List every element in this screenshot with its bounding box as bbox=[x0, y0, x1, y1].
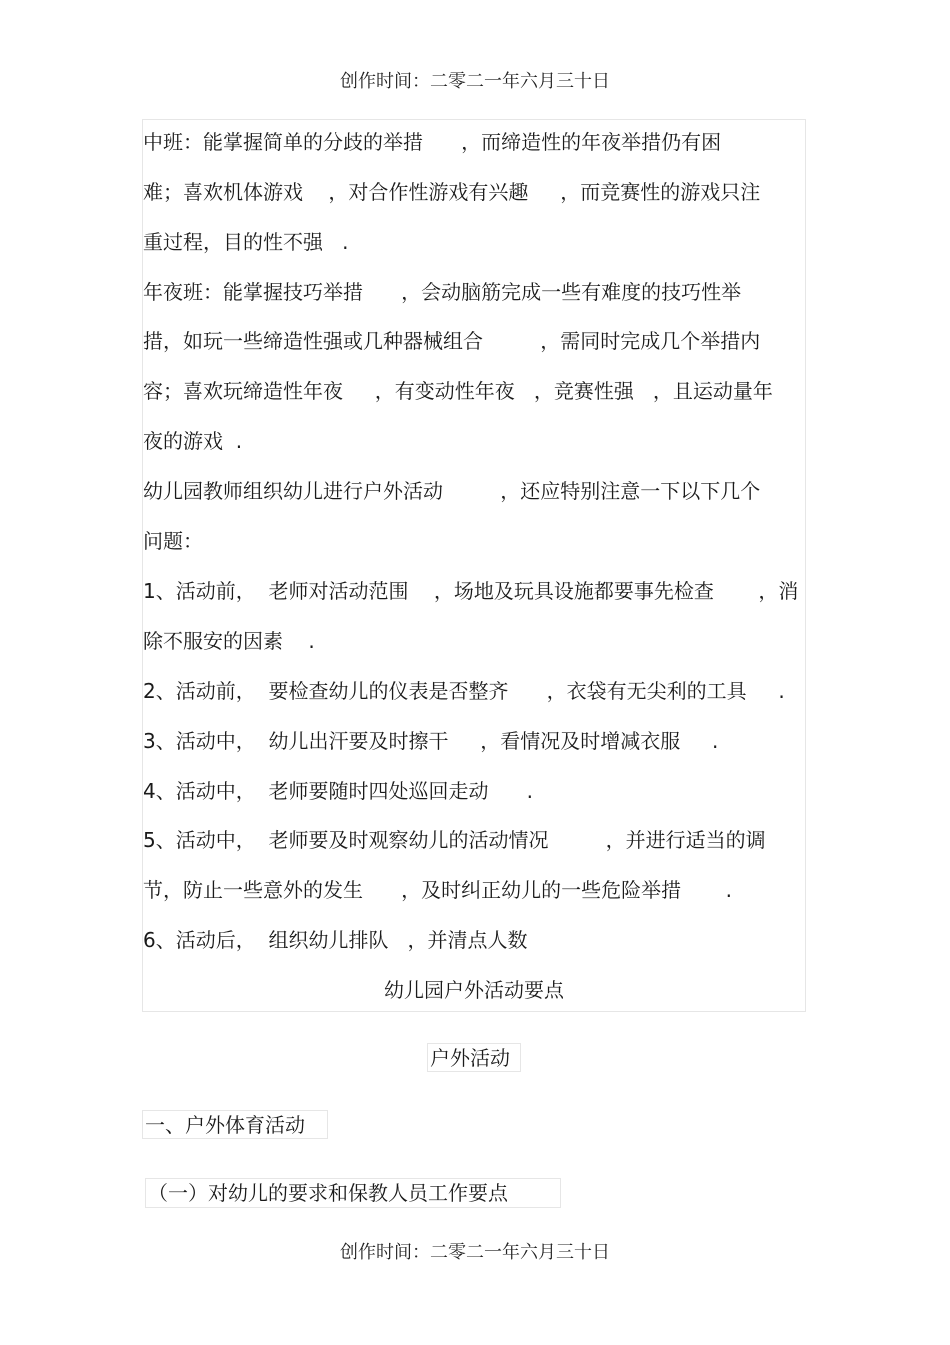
body-line: 问题： bbox=[143, 529, 203, 553]
heading-outdoor-sports: 一、户外体育活动 bbox=[142, 1110, 328, 1139]
body-line: 年夜班：能掌握技巧举措 ，会动脑筋完成一些有难度的技巧性举 bbox=[143, 280, 742, 304]
body-line: 难；喜欢机体游戏 ，对合作性游戏有兴趣 ，而竞赛性的游戏只注 bbox=[143, 180, 761, 204]
list-item-1-cont: 除不服安的因素 . bbox=[143, 629, 315, 653]
section-title: 幼儿园户外活动要点 bbox=[384, 978, 564, 1002]
list-item-5: 5、活动中， 老师要及时观察幼儿的活动情况 ，并进行适当的调 bbox=[143, 828, 766, 852]
body-line: 容；喜欢玩缔造性年夜 ，有变动性年夜 ，竞赛性强 ，且运动量年 bbox=[143, 379, 773, 403]
list-item-2: 2、活动前， 要检查幼儿的仪表是否整齐 ，衣袋有无尖利的工具 . bbox=[143, 679, 785, 703]
body-line: 重过程，目的性不强 . bbox=[143, 230, 349, 254]
list-item-5-cont: 节，防止一些意外的发生 ，及时纠正幼儿的一些危险举措 . bbox=[143, 878, 733, 902]
heading-requirements: （一）对幼儿的要求和保教人员工作要点 bbox=[145, 1178, 561, 1208]
list-item-4: 4、活动中， 老师要随时四处巡回走动 . bbox=[143, 779, 533, 803]
page-footer-date: 创作时间：二零二一年六月三十日 bbox=[340, 1242, 610, 1263]
list-item-1: 1、活动前， 老师对活动范围 ，场地及玩具设施都要事先检查 ，消 bbox=[143, 579, 799, 603]
body-line: 幼儿园教师组织幼儿进行户外活动 ，还应特别注意一下以下几个 bbox=[143, 479, 761, 503]
outdoor-activity-heading: 户外活动 bbox=[427, 1043, 521, 1072]
list-item-6: 6、活动后， 组织幼儿排队 ，并清点人数 bbox=[143, 928, 528, 952]
page-header-date: 创作时间：二零二一年六月三十日 bbox=[340, 71, 610, 92]
list-item-3: 3、活动中， 幼儿出汗要及时擦干 ，看情况及时增减衣服 . bbox=[143, 729, 719, 753]
body-line: 措，如玩一些缔造性强或几种器械组合 ，需同时完成几个举措内 bbox=[143, 329, 761, 353]
body-line: 中班：能掌握简单的分歧的举措 ，而缔造性的年夜举措仍有困 bbox=[143, 130, 722, 154]
body-line: 夜的游戏 . bbox=[143, 429, 243, 453]
